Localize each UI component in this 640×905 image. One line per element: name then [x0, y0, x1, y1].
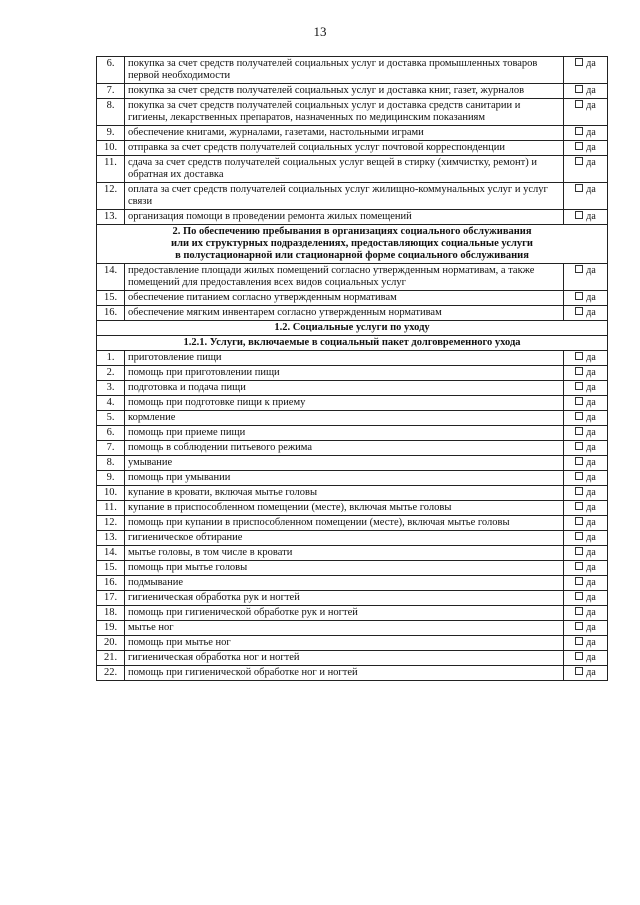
section-1-2-title: 1.2. Социальные услуги по уходу — [97, 321, 608, 336]
checkbox-icon[interactable] — [575, 382, 583, 390]
checkbox-label: да — [586, 142, 596, 153]
checkbox-icon[interactable] — [575, 517, 583, 525]
table-row — [97, 651, 608, 666]
row-number: 15. — [97, 561, 125, 576]
yes-checkbox-cell[interactable] — [564, 666, 608, 681]
table-row — [97, 351, 608, 366]
service-description: обеспечение питанием согласно утвержденным нормативам — [125, 291, 564, 306]
table-row — [97, 531, 608, 546]
checkbox-icon[interactable] — [575, 427, 583, 435]
yes-checkbox-cell[interactable] — [564, 576, 608, 591]
services-group-c — [97, 351, 608, 681]
yes-checkbox-cell[interactable] — [564, 264, 608, 291]
service-description: мытье ног — [125, 621, 564, 636]
checkbox-label: да — [586, 352, 596, 363]
row-number: 11. — [97, 501, 125, 516]
checkbox-label: да — [586, 397, 596, 408]
yes-checkbox-cell[interactable] — [564, 621, 608, 636]
checkbox-icon[interactable] — [575, 412, 583, 420]
row-number: 18. — [97, 606, 125, 621]
yes-checkbox-cell[interactable] — [564, 366, 608, 381]
page-number: 13 — [313, 24, 327, 39]
yes-checkbox-cell[interactable] — [564, 57, 608, 84]
checkbox-label: да — [586, 457, 596, 468]
checkbox-icon[interactable] — [575, 457, 583, 465]
service-description: помощь при гигиенической обработке ног и ногтей — [125, 666, 564, 681]
checkbox-icon[interactable] — [575, 547, 583, 555]
service-description: помощь при приеме пищи — [125, 426, 564, 441]
checkbox-icon[interactable] — [575, 472, 583, 480]
services-group-a — [97, 57, 608, 225]
row-number: 2. — [97, 366, 125, 381]
row-number: 9. — [97, 471, 125, 486]
service-description: предоставление площади жилых помещений согласно утвержденным нормативам, а также помещений для предоставления всех видов социальных услуг — [125, 264, 564, 291]
service-description: покупка за счет средств получателей социальных услуг и доставка промышленных товаров первой необходимости — [125, 57, 564, 84]
service-description: подготовка и подача пищи — [125, 381, 564, 396]
checkbox-label: да — [586, 442, 596, 453]
checkbox-label: да — [586, 592, 596, 603]
table-row — [97, 441, 608, 456]
table-row — [97, 501, 608, 516]
yes-checkbox-cell[interactable] — [564, 426, 608, 441]
section-row — [97, 225, 608, 264]
checkbox-label: да — [586, 265, 596, 276]
table-row — [97, 264, 608, 291]
section-1-2-1-title: 1.2.1. Услуги, включаемые в социальный пакет долговременного ухода — [97, 336, 608, 351]
row-number: 12. — [97, 183, 125, 210]
checkbox-label: да — [586, 307, 596, 318]
checkbox-icon[interactable] — [575, 397, 583, 405]
service-description: гигиеническое обтирание — [125, 531, 564, 546]
table-row — [97, 591, 608, 606]
row-number: 7. — [97, 84, 125, 99]
checkbox-label: да — [586, 292, 596, 303]
checkbox-icon[interactable] — [575, 532, 583, 540]
section-1-2-header — [97, 321, 608, 351]
checkbox-icon[interactable] — [575, 211, 583, 219]
yes-checkbox-cell[interactable] — [564, 99, 608, 126]
row-number: 19. — [97, 621, 125, 636]
table-row — [97, 426, 608, 441]
checkbox-icon[interactable] — [575, 562, 583, 570]
section-2-line: в полустационарной или стационарной форме социального обслуживания — [175, 250, 529, 261]
table-row — [97, 561, 608, 576]
yes-checkbox-cell[interactable] — [564, 636, 608, 651]
table-row — [97, 126, 608, 141]
yes-checkbox-cell[interactable] — [564, 396, 608, 411]
checkbox-icon[interactable] — [575, 352, 583, 360]
checkbox-icon[interactable] — [575, 85, 583, 93]
row-number: 13. — [97, 210, 125, 225]
row-number: 3. — [97, 381, 125, 396]
row-number: 17. — [97, 591, 125, 606]
table-row — [97, 411, 608, 426]
service-description: обеспечение мягким инвентарем согласно утвержденным нормативам — [125, 306, 564, 321]
section-2-line: или их структурных подразделениях, предоставляющих социальные услуги — [171, 238, 533, 249]
checkbox-icon[interactable] — [575, 652, 583, 660]
yes-checkbox-cell[interactable] — [564, 183, 608, 210]
checkbox-icon[interactable] — [575, 667, 583, 675]
row-number: 15. — [97, 291, 125, 306]
service-description: помощь при приготовлении пищи — [125, 366, 564, 381]
section-row — [97, 321, 608, 336]
service-description: купание в приспособленном помещении (месте), включая мытье головы — [125, 501, 564, 516]
checkbox-label: да — [586, 427, 596, 438]
table-row — [97, 486, 608, 501]
checkbox-icon[interactable] — [575, 265, 583, 273]
checkbox-label: да — [586, 607, 596, 618]
yes-checkbox-cell[interactable] — [564, 141, 608, 156]
yes-checkbox-cell[interactable] — [564, 411, 608, 426]
checkbox-label: да — [586, 412, 596, 423]
service-description: помощь в соблюдении питьевого режима — [125, 441, 564, 456]
checkbox-label: да — [586, 667, 596, 678]
row-number: 4. — [97, 396, 125, 411]
table-row — [97, 456, 608, 471]
service-description: сдача за счет средств получателей социальных услуг вещей в стирку (химчистку, ремонт) и обратная их доставка — [125, 156, 564, 183]
table-row — [97, 636, 608, 651]
checkbox-label: да — [586, 58, 596, 69]
service-description: покупка за счет средств получателей социальных услуг и доставка книг, газет, журналов — [125, 84, 564, 99]
table-row — [97, 381, 608, 396]
yes-checkbox-cell[interactable] — [564, 306, 608, 321]
checkbox-icon[interactable] — [575, 607, 583, 615]
table-row — [97, 666, 608, 681]
services-table — [96, 56, 608, 681]
row-number: 21. — [97, 651, 125, 666]
service-description: мытье головы, в том числе в кровати — [125, 546, 564, 561]
yes-checkbox-cell[interactable] — [564, 591, 608, 606]
checkbox-icon[interactable] — [575, 592, 583, 600]
table-row — [97, 366, 608, 381]
yes-checkbox-cell[interactable] — [564, 606, 608, 621]
service-description: умывание — [125, 456, 564, 471]
table-row — [97, 396, 608, 411]
service-description: кормление — [125, 411, 564, 426]
yes-checkbox-cell[interactable] — [564, 501, 608, 516]
yes-checkbox-cell[interactable] — [564, 126, 608, 141]
row-number: 6. — [97, 57, 125, 84]
checkbox-icon[interactable] — [575, 142, 583, 150]
section-2-line: 2. По обеспечению пребывания в организациях социального обслуживания — [172, 226, 532, 237]
checkbox-label: да — [586, 637, 596, 648]
service-description: подмывание — [125, 576, 564, 591]
yes-checkbox-cell[interactable] — [564, 561, 608, 576]
checkbox-icon[interactable] — [575, 100, 583, 108]
row-number: 20. — [97, 636, 125, 651]
service-description: гигиеническая обработка ног и ногтей — [125, 651, 564, 666]
yes-checkbox-cell[interactable] — [564, 156, 608, 183]
service-description: оплата за счет средств получателей социальных услуг жилищно-коммунальных услуг и услуг связи — [125, 183, 564, 210]
table-row — [97, 99, 608, 126]
checkbox-icon[interactable] — [575, 58, 583, 66]
checkbox-label: да — [586, 382, 596, 393]
service-description: гигиеническая обработка рук и ногтей — [125, 591, 564, 606]
service-description: обеспечение книгами, журналами, газетами, настольными играми — [125, 126, 564, 141]
row-number: 10. — [97, 141, 125, 156]
table-row — [97, 576, 608, 591]
service-description: покупка за счет средств получателей социальных услуг и доставка средств санитарии и гигиены, лекарственных препаратов, назначенных по медицинским показаниям — [125, 99, 564, 126]
row-number: 16. — [97, 576, 125, 591]
table-row — [97, 141, 608, 156]
checkbox-label: да — [586, 487, 596, 498]
checkbox-label: да — [586, 211, 596, 222]
row-number: 10. — [97, 486, 125, 501]
yes-checkbox-cell[interactable] — [564, 210, 608, 225]
service-description: помощь при умывании — [125, 471, 564, 486]
yes-checkbox-cell[interactable] — [564, 456, 608, 471]
checkbox-label: да — [586, 184, 596, 195]
checkbox-icon[interactable] — [575, 307, 583, 315]
row-number: 5. — [97, 411, 125, 426]
section-2-title — [97, 225, 608, 264]
table-row — [97, 546, 608, 561]
checkbox-label: да — [586, 85, 596, 96]
row-number: 16. — [97, 306, 125, 321]
table-row — [97, 183, 608, 210]
checkbox-label: да — [586, 127, 596, 138]
service-description: приготовление пищи — [125, 351, 564, 366]
service-description: купание в кровати, включая мытье головы — [125, 486, 564, 501]
table-row — [97, 516, 608, 531]
yes-checkbox-cell[interactable] — [564, 471, 608, 486]
table-row — [97, 210, 608, 225]
checkbox-icon[interactable] — [575, 127, 583, 135]
row-number: 12. — [97, 516, 125, 531]
yes-checkbox-cell[interactable] — [564, 531, 608, 546]
checkbox-label: да — [586, 100, 596, 111]
checkbox-icon[interactable] — [575, 157, 583, 165]
yes-checkbox-cell[interactable] — [564, 84, 608, 99]
checkbox-label: да — [586, 367, 596, 378]
yes-checkbox-cell[interactable] — [564, 651, 608, 666]
checkbox-label: да — [586, 502, 596, 513]
checkbox-label: да — [586, 577, 596, 588]
service-description: помощь при мытье головы — [125, 561, 564, 576]
service-description: помощь при купании в приспособленном помещении (месте), включая мытье головы — [125, 516, 564, 531]
section-2-header — [97, 225, 608, 264]
yes-checkbox-cell[interactable] — [564, 441, 608, 456]
checkbox-label: да — [586, 622, 596, 633]
row-number: 14. — [97, 264, 125, 291]
checkbox-label: да — [586, 652, 596, 663]
services-group-b — [97, 264, 608, 321]
yes-checkbox-cell[interactable] — [564, 381, 608, 396]
checkbox-icon[interactable] — [575, 184, 583, 192]
yes-checkbox-cell[interactable] — [564, 291, 608, 306]
checkbox-icon[interactable] — [575, 637, 583, 645]
service-description: помощь при гигиенической обработке рук и ногтей — [125, 606, 564, 621]
row-number: 11. — [97, 156, 125, 183]
service-description: помощь при мытье ног — [125, 636, 564, 651]
table-row — [97, 306, 608, 321]
checkbox-icon[interactable] — [575, 292, 583, 300]
checkbox-icon[interactable] — [575, 367, 583, 375]
row-number: 13. — [97, 531, 125, 546]
row-number: 8. — [97, 99, 125, 126]
checkbox-label: да — [586, 472, 596, 483]
service-description: отправка за счет средств получателей социальных услуг почтовой корреспонденции — [125, 141, 564, 156]
table-row — [97, 471, 608, 486]
row-number: 7. — [97, 441, 125, 456]
service-description: помощь при подготовке пищи к приему — [125, 396, 564, 411]
table-row — [97, 156, 608, 183]
row-number: 8. — [97, 456, 125, 471]
checkbox-icon[interactable] — [575, 577, 583, 585]
service-description: организация помощи в проведении ремонта жилых помещений — [125, 210, 564, 225]
yes-checkbox-cell[interactable] — [564, 351, 608, 366]
table-row — [97, 621, 608, 636]
checkbox-icon[interactable] — [575, 442, 583, 450]
table-row — [97, 291, 608, 306]
row-number: 1. — [97, 351, 125, 366]
checkbox-label: да — [586, 547, 596, 558]
yes-checkbox-cell[interactable] — [564, 486, 608, 501]
checkbox-label: да — [586, 517, 596, 528]
section-row — [97, 336, 608, 351]
row-number: 9. — [97, 126, 125, 141]
checkbox-icon[interactable] — [575, 502, 583, 510]
table-row — [97, 84, 608, 99]
row-number: 22. — [97, 666, 125, 681]
table-row — [97, 606, 608, 621]
yes-checkbox-cell[interactable] — [564, 516, 608, 531]
yes-checkbox-cell[interactable] — [564, 546, 608, 561]
checkbox-label: да — [586, 532, 596, 543]
checkbox-icon[interactable] — [575, 487, 583, 495]
checkbox-label: да — [586, 157, 596, 168]
row-number: 14. — [97, 546, 125, 561]
checkbox-label: да — [586, 562, 596, 573]
checkbox-icon[interactable] — [575, 622, 583, 630]
table-row — [97, 57, 608, 84]
row-number: 6. — [97, 426, 125, 441]
